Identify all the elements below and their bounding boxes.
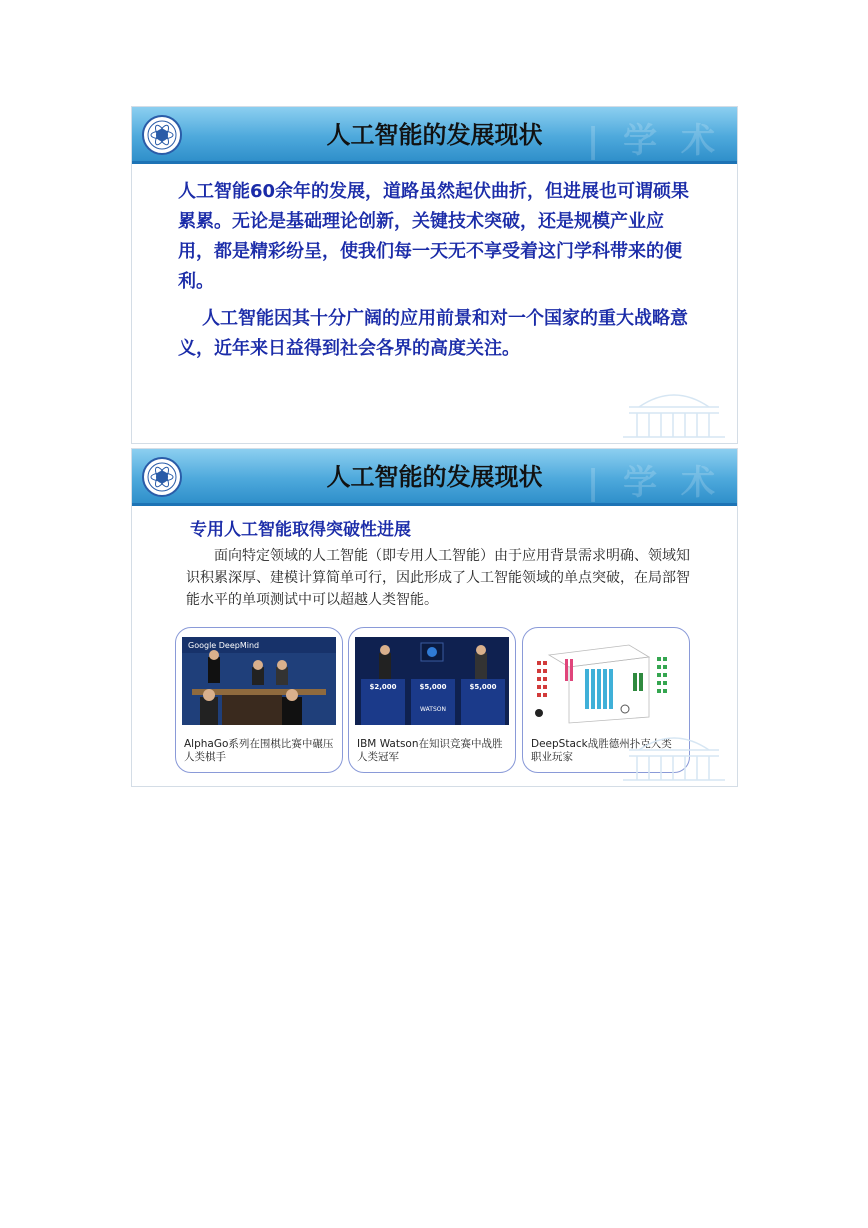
svg-text:WATSON: WATSON: [420, 706, 446, 713]
building-watermark-icon: [619, 383, 729, 439]
building-watermark-icon: [619, 726, 729, 782]
slide-1: [131, 106, 738, 444]
slide-title: 人工智能的发展现状: [326, 121, 543, 149]
header-divider: [132, 161, 737, 164]
card-caption: IBM Watson在知识竞赛中战胜人类冠军: [357, 738, 503, 763]
slide-paragraph: 人工智能因其十分广阔的应用前景和对一个国家的重大战略意义，近年来日益得到社会各界的高度关注。: [178, 308, 688, 359]
svg-text:$5,000: $5,000: [419, 683, 447, 691]
deepstack-diagram: [529, 637, 683, 725]
slide-title: 人工智能的发展现状: [326, 463, 543, 491]
deepmind-banner-text: Google DeepMind: [188, 641, 260, 650]
svg-text:$5,000: $5,000: [469, 683, 497, 691]
svg-text:$2,000: $2,000: [369, 683, 397, 691]
header-watermark: | 学 术: [586, 121, 721, 161]
alphago-card: [175, 627, 343, 773]
alphago-match-photo: [182, 637, 336, 725]
watson-jeopardy-photo: [355, 637, 509, 725]
slide-2: [131, 448, 738, 787]
card-caption: DeepStack战胜德州扑克人类职业玩家: [531, 738, 672, 763]
slide-paragraph: 人工智能60余年的发展，道路虽然起伏曲折，但进展也可谓硕果累累。无论是基础理论创新，关键技术突破，还是规模产业应用，都是精彩纷呈，使我们每一天无不享受着这门学科带来的便利。: [178, 181, 690, 292]
header-watermark: | 学 术: [586, 463, 721, 503]
header-divider: [132, 503, 737, 506]
watson-card: [348, 627, 516, 773]
slide-body-text: 面向特定领域的人工智能（即专用人工智能）由于应用背景需求明确、领域知识积累深厚、建模计算简单可行，因此形成了人工智能领域的单点突破，在局部智能水平的单项测试中可以超越人类智能。: [186, 548, 690, 608]
card-caption: AlphaGo系列在围棋比赛中碾压人类棋手: [184, 738, 334, 763]
slide-subheading: 专用人工智能取得突破性进展: [190, 520, 411, 540]
